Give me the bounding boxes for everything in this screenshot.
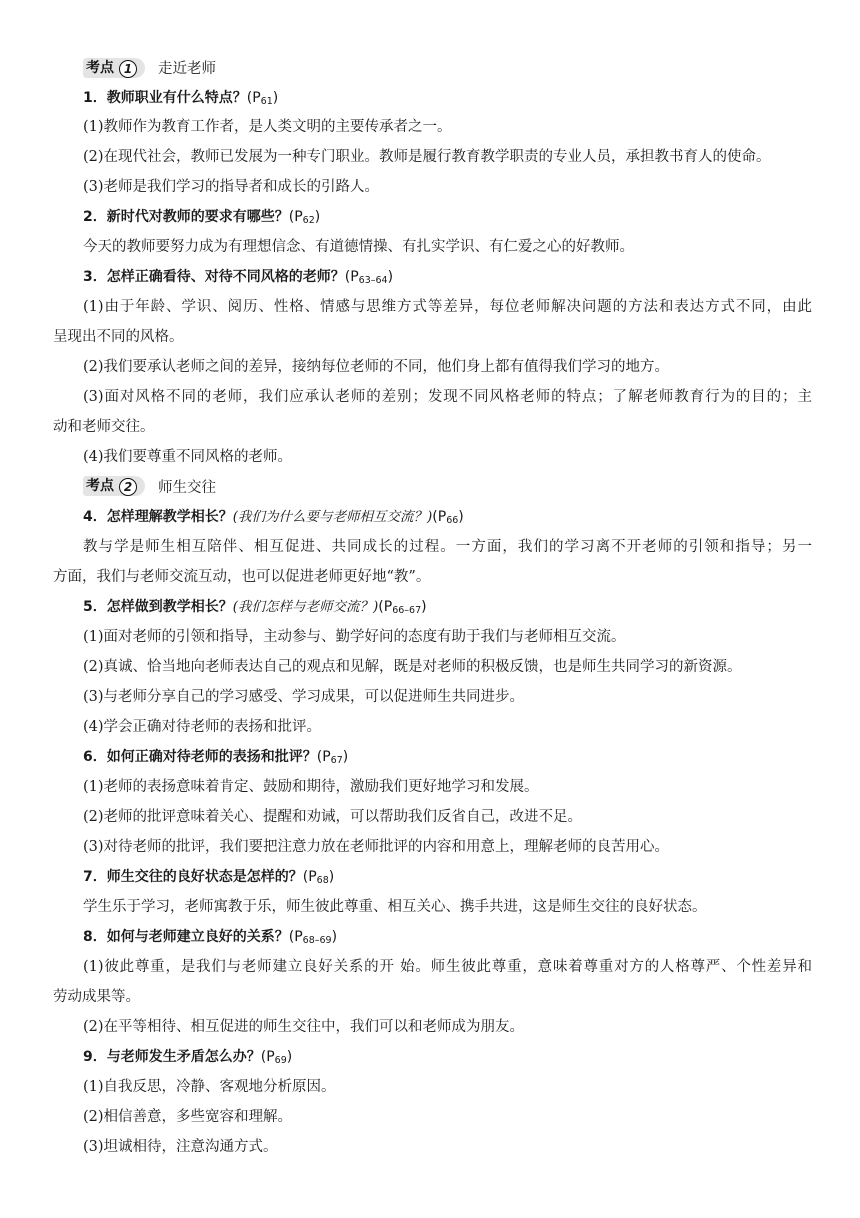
answer-line: 教与学是师生相互陪伴、相互促进、共同成长的过程。一方面，我们的学习离不开老师的引领和指导；另一	[83, 539, 812, 555]
section-badge	[83, 476, 145, 496]
ref-prefix: (P	[288, 209, 303, 225]
page-reference	[261, 1049, 292, 1065]
section-badge	[83, 58, 145, 78]
question-heading	[83, 207, 320, 231]
ref-suffix: )	[421, 599, 427, 615]
page-reference	[247, 90, 278, 106]
question-heading	[83, 747, 348, 771]
answer-line: (2)在现代社会，教师已发展为一种专门职业。教师是履行教育教学职责的专业人员，承担教书育人的使命。	[83, 149, 771, 165]
ref-prefix: (P	[260, 1049, 275, 1065]
answer-line: 今天的教师要努力成为有理想信念、有道德情操、有扎实学识、有仁爱之心的好教师。	[83, 239, 634, 255]
answer-line: (2)我们要承认老师之间的差异，接纳每位老师的不同，他们身上都有值得我们学习的地方。	[83, 359, 670, 375]
ref-pages: 68–69	[302, 935, 332, 946]
page-reference	[345, 269, 393, 285]
question-heading	[83, 597, 427, 621]
ref-prefix: (P	[302, 869, 317, 885]
question-text: 7．师生交往的良好状态是怎样的？	[83, 869, 303, 885]
badge-number: 2	[119, 478, 137, 496]
ref-prefix: (P	[432, 509, 447, 525]
question-heading	[83, 507, 464, 531]
answer-line-continued: 动和老师交往。	[53, 419, 155, 435]
question-heading	[83, 867, 334, 891]
question-heading	[83, 927, 337, 951]
answer-line-continued: 劳动成果等。	[53, 989, 140, 1005]
section-title: 师生交往	[158, 480, 216, 496]
answer-line: (1)教师作为教育工作者，是人类文明的主要传承者之一。	[83, 119, 452, 135]
ref-suffix: )	[314, 209, 321, 225]
ref-prefix: (P	[246, 90, 261, 106]
ref-suffix: )	[272, 90, 279, 106]
question-heading	[83, 1047, 292, 1071]
question-text: 9．与老师发生矛盾怎么办？	[83, 1049, 261, 1065]
ref-pages: 66	[446, 515, 459, 526]
question-heading	[83, 88, 278, 112]
question-text: 3．怎样正确看待、对待不同风格的老师？	[83, 269, 345, 285]
answer-line: (4)学会正确对待老师的表扬和批评。	[83, 719, 322, 735]
page-reference	[317, 749, 348, 765]
question-heading	[83, 267, 393, 291]
answer-line: (2)在平等相待、相互促进的师生交往中，我们可以和老师成为朋友。	[83, 1019, 525, 1035]
ref-suffix: )	[458, 509, 464, 525]
badge-label: 考点	[86, 60, 114, 76]
answer-line: (3)与老师分享自己的学习感受、学习成果，可以促进师生共同进步。	[83, 689, 525, 705]
ref-prefix: (P	[316, 749, 331, 765]
answer-line: (1)彼此尊重，是我们与老师建立良好关系的开 始。师生彼此尊重，意味着尊重对方的人格尊严、个性差异和	[83, 959, 812, 975]
question-note: (我们为什么要与老师相互交流？)	[232, 509, 433, 525]
page-reference	[378, 599, 426, 615]
answer-line-continued: 方面，我们与老师交流互动，也可以促进老师更好地“教”。	[53, 569, 431, 585]
question-text: 8．如何与老师建立良好的关系？	[83, 929, 289, 945]
answer-line: (2)相信善意，多些宽容和理解。	[83, 1109, 293, 1125]
ref-pages: 67	[330, 755, 343, 766]
answer-line: (1)由于年龄、学识、阅历、性格、情感与思维方式等差异，每位老师解决问题的方法和表达方式不同，由此	[83, 299, 812, 315]
ref-prefix: (P	[344, 269, 359, 285]
ref-prefix: (P	[288, 929, 303, 945]
ref-suffix: )	[342, 749, 349, 765]
section-title: 走近老师	[158, 61, 216, 77]
ref-prefix: (P	[378, 599, 393, 615]
question-note: (我们怎样与老师交流？)	[232, 599, 379, 615]
answer-line: (4)我们要尊重不同风格的老师。	[83, 449, 293, 465]
badge-number: 1	[119, 60, 137, 78]
ref-pages: 68	[316, 875, 329, 886]
badge-label: 考点	[86, 478, 114, 494]
answer-line-continued: 呈现出不同的风格。	[53, 329, 184, 345]
answer-line: (3)对待老师的批评，我们要把注意力放在老师批评的内容和用意上，理解老师的良苦用心。	[83, 839, 670, 855]
page-reference	[303, 869, 334, 885]
answer-line: (3)老师是我们学习的指导者和成长的引路人。	[83, 179, 380, 195]
answer-line: (3)坦诚相待，注意沟通方式。	[83, 1139, 278, 1155]
answer-line: (1)老师的表扬意味着肯定、鼓励和期待，激励我们更好地学习和发展。	[83, 779, 539, 795]
answer-line: 学生乐于学习，老师寓教于乐，师生彼此尊重、相互关心、携手共进，这是师生交往的良好状态。	[83, 899, 707, 915]
page-reference	[289, 929, 337, 945]
page-reference	[432, 509, 463, 525]
question-text: 2．新时代对教师的要求有哪些？	[83, 209, 289, 225]
ref-pages: 69	[274, 1055, 287, 1066]
ref-suffix: )	[387, 269, 394, 285]
question-text: 1．教师职业有什么特点？	[83, 90, 247, 106]
ref-suffix: )	[328, 869, 335, 885]
answer-line: (2)真诚、恰当地向老师表达自己的观点和见解，既是对老师的积极反馈，也是师生共同学习的新资源。	[83, 659, 742, 675]
answer-line: (1)自我反思，冷静、客观地分析原因。	[83, 1079, 336, 1095]
ref-pages: 61	[260, 96, 273, 107]
answer-line: (3)面对风格不同的老师，我们应承认老师的差别；发现不同风格老师的特点；了解老师教育行为的目的；主	[83, 389, 812, 405]
question-text: 5．怎样做到教学相长？	[83, 599, 233, 615]
answer-line: (2)老师的批评意味着关心、提醒和劝诫，可以帮助我们反省自己，改进不足。	[83, 809, 583, 825]
page-reference	[289, 209, 320, 225]
ref-suffix: )	[286, 1049, 293, 1065]
ref-pages: 62	[302, 215, 315, 226]
ref-suffix: )	[331, 929, 338, 945]
question-text: 6．如何正确对待老师的表扬和批评？	[83, 749, 317, 765]
ref-pages: 66–67	[392, 605, 422, 616]
answer-line: (1)面对老师的引领和指导，主动参与、勤学好问的态度有助于我们与老师相互交流。	[83, 629, 626, 645]
ref-pages: 63–64	[358, 275, 388, 286]
question-text: 4．怎样理解教学相长？	[83, 509, 233, 525]
